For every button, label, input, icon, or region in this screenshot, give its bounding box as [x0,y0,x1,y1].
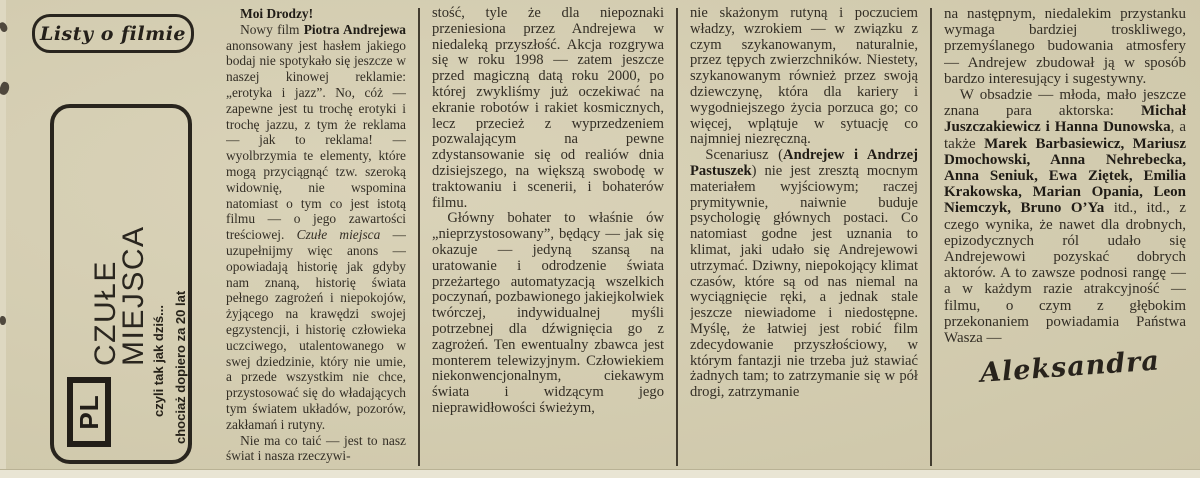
text-run: anonsowany jest hasłem jakiego bodaj nie spotykało się jeszcze w naszej kinowej reklamie: „erotyka i jazz”. No, cóż — zapewne jest tu trochę erotyki i trochę jazzu, z tym że reklama — jak to reklama! — wyolbrzymia te elementy, które mogą przyciągnąć tzw. szeroką widownię, nie wspomina natomiast o tym co jest istotą filmu — o jego zawartości treściowej. [226,37,406,243]
text-run: — uzupełnijmy więc anons — opowiadają historię jak gdyby nam znaną, historię świata pełnego zagrożeń i niepokojów, żyjącego na krawędzi swojej egzystencji, i historię człowieka uczciwego, utalentowanego w swej dziedzinie, który nie umie, a przede wszystkim nie chce, przystosować się do władających tym światem układów, pozorów, zakłamań i rutyny. [226,227,406,432]
pl-badge-label: PL [73,394,104,430]
rotated-title-group [54,108,188,460]
article-column-3 [690,6,918,466]
text-run: Moi Drodzy! [240,6,314,21]
film-subtitle [148,194,192,444]
column-rule [676,8,678,466]
text-run: na następnym, niedalekim przystanku wymaga bardziej troskliwego, przemyślanego budowania atmosfery — Andrejew zbudował ją w sposób bardzo interesujący i sugestywny. [944,6,1186,87]
paragraph [432,6,664,211]
film-subtitle-line1: czyli tak jak dziś... [151,305,166,417]
text-run: W obsadzie — młoda, mało jeszcze znana para aktorska: [944,87,1186,120]
film-subtitle-line2: chociaż dopiero za 20 lat [173,290,188,444]
pl-country-badge [67,377,111,447]
sidebar [0,0,226,478]
text-run: Michał Juszczakiewicz i Hanna Dunowska [944,103,1186,136]
film-title-line1: CZUŁE [89,260,122,366]
author-signature: Aleksandra [979,345,1161,390]
paragraph [432,211,664,416]
text-run: stość, tyle że dla niepoznaki przeniesiona przez Andrejewa w niedaleką przyszłość. Akcja rozgrywa się w roku 1998 — zatem jeszcze przed magiczną datą roku 2000, po której zwykliśmy już oczekiwać na ekranie robotów i rakiet kosmicznych, lecz przecież z wyprzedzeniem pozwalającym na pewne zdystansowanie się od realiów dnia dzisiejszego, na większą swobodę w traktowaniu i scenerii, i bohaterów filmu. [432,6,664,211]
article-column-2 [432,6,664,466]
article-column-1 [226,6,406,466]
paragraph [226,22,406,433]
paragraph [690,148,918,401]
paragraph [226,433,406,465]
text-run: itd., itd., z czego wynika, że nawet dla drobnych, epizodycznych ról udało się Andrejewowi pozyskać dobrych aktorów. A to zawsze podnosi rangę — a w każdym razie atrakcyjność — filmu, o czym z głębokim przekonaniem powiadamia Państwa Wasza — [944,200,1186,347]
text-run: , a także [944,119,1186,152]
scan-edge-bottom [0,469,1200,478]
column-rule [418,8,420,466]
section-badge-label: Listy o filmie [39,22,186,45]
article-column-4 [944,6,1186,466]
section-badge [32,14,194,53]
scan-artifact [0,316,6,325]
text-run: ) nie jest zresztą mocnym materiałem wyjściowym; raczej prymitywnie, naiwnie buduje psychologię głównych postaci. Co natomiast godne jest uznania to klimat, jaki udało się Andrejewowi utrzymać. Dziwny, niepokojący klimat czasów, które są od nas niemal na wyciągnięcie ręki, a jednak stale jeszcze niewiadome i niedostępne. Myślę, że łatwiej jest robić film zdecydowanie przyszłościowy, w którym fantazji nie trzeba już stawiać żadnych tam; to zatrzymanie się w pół drogi, zatrzymanie [690,162,918,401]
paragraph [944,6,1186,87]
salutation [226,6,406,22]
paragraph [690,6,918,148]
text-run: Marek Barbasiewicz, Mariusz Dmochowski, Anna Nehrebecka, Anna Seniuk, Ewa Ziętek, Emilia Krakowska, Marian Opania, Leon Niemczyk, Bruno O’Ya [944,135,1186,217]
text-run: Nowy film [240,21,304,37]
text-run: nie skażonym rutyną i poczuciem władzy, wzrokiem — w związku z czym szykanowanym, naturalnie, przez tępych zwierzchników. Niestety, szykanowanym również przez swoją dziewczynę, która dla kariery i wygodniejszego życia porzuca go; co więcej, wplątuje w sytuację co najmniej niezręczną. [690,6,918,148]
paragraph [944,87,1186,346]
text-run: Andrejew i Andrzej Pastuszek [690,147,918,179]
scan-edge-left [0,0,6,470]
text-run: Nie ma co taić — jest to nasz świat i nasza rzeczywi- [226,432,406,464]
text-run: Główny bohater to właśnie ów „nieprzystosowany”, będący — jak się okazuje — jedyną szansą na uratowanie i odrodzenie świata przeżartego automatyzacją wszelkich poczynań, pozbawionego jakiejkolwiek twórczej, indywidualnej myśli potrzebnej dla dźwignięcia go z zagrożeń. Ten ewentualny zbawca jest monterem telewizyjnym. Człowiekiem niekonwencjonalnym, ciekawym świata i widzącym jego nieprawidłowości świeżym, [432,210,664,416]
text-run: Scenariusz ( [705,147,784,164]
film-title-line2: MIEJSCA [117,225,150,366]
text-run: Czułe miejsca [296,227,381,243]
film-title [89,176,150,366]
article-columns [226,6,1186,466]
film-title-box [50,104,192,464]
text-run: Piotra Andrejewa [303,21,406,37]
column-rule [930,8,932,466]
